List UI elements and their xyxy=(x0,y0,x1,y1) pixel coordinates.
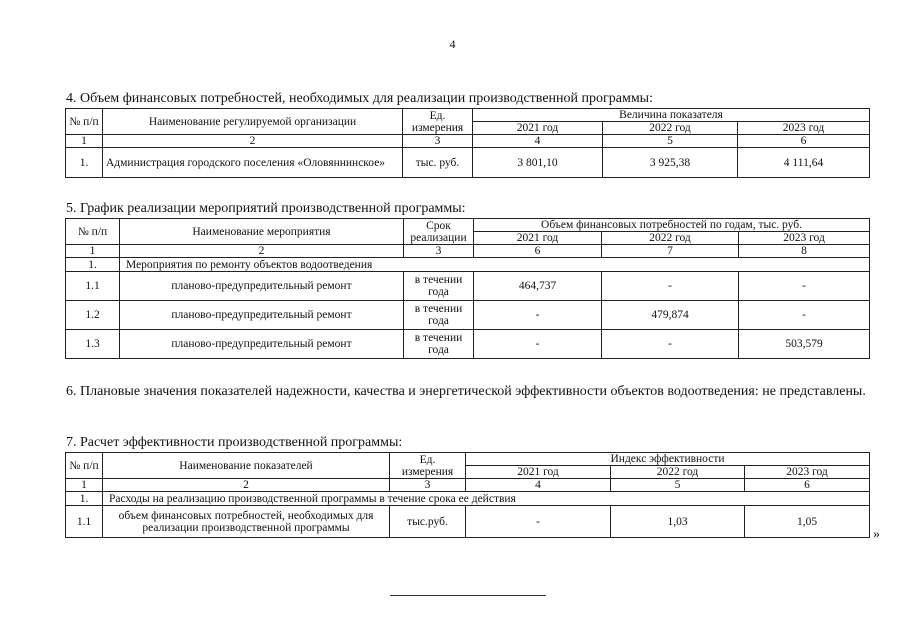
col-number: 3 xyxy=(390,479,466,492)
col-number: 8 xyxy=(739,245,870,258)
table-row xyxy=(66,148,870,178)
row-num: 1.1 xyxy=(66,506,103,538)
col-number: 6 xyxy=(745,479,870,492)
row-value: 1,05 xyxy=(745,506,870,538)
row-unit: тыс. руб. xyxy=(403,148,473,178)
row-value: 464,737 xyxy=(474,272,602,301)
col-number: 3 xyxy=(404,245,474,258)
row-value: - xyxy=(602,272,739,301)
header-name: Наименование мероприятия xyxy=(120,219,404,245)
row-value: - xyxy=(602,330,739,359)
col-number: 5 xyxy=(611,479,745,492)
header-year: 2022 год xyxy=(611,466,745,479)
schedule-table xyxy=(65,218,870,359)
row-num: 1. xyxy=(66,148,103,178)
header-term: Срок реализации xyxy=(404,219,474,245)
row-name: Администрация городского поселения «Оловяннинское» xyxy=(103,148,403,178)
row-value: - xyxy=(739,272,870,301)
header-value-group: Величина показателя xyxy=(473,109,870,122)
col-number: 6 xyxy=(474,245,602,258)
header-name: Наименование показателей xyxy=(103,453,390,479)
group-label: Мероприятия по ремонту объектов водоотведения xyxy=(120,258,870,272)
row-term: в течении года xyxy=(404,301,474,330)
row-value: 3 925,38 xyxy=(603,148,738,178)
header-year: 2021 год xyxy=(473,122,603,135)
col-number: 1 xyxy=(66,245,120,258)
table-row xyxy=(66,506,870,538)
group-row xyxy=(66,258,870,272)
col-number: 1 xyxy=(66,135,103,148)
section5-heading: 5. График реализации мероприятий производственной программы: xyxy=(66,201,466,216)
financial-needs-table xyxy=(65,108,870,178)
row-num: 1.3 xyxy=(66,330,120,359)
col-number: 4 xyxy=(466,479,611,492)
col-number: 3 xyxy=(403,135,473,148)
header-num: № п/п xyxy=(66,453,103,479)
header-year: 2023 год xyxy=(739,232,870,245)
header-year: 2021 год xyxy=(466,466,611,479)
row-value: - xyxy=(739,301,870,330)
header-value-group: Объем финансовых потребностей по годам, тыс. руб. xyxy=(474,219,870,232)
row-value: - xyxy=(474,301,602,330)
col-number: 6 xyxy=(738,135,870,148)
row-term: в течении года xyxy=(404,272,474,301)
row-value: 503,579 xyxy=(739,330,870,359)
col-number: 4 xyxy=(473,135,603,148)
header-name: Наименование регулируемой организации xyxy=(103,109,403,135)
col-number: 7 xyxy=(602,245,739,258)
row-name: планово-предупредительный ремонт xyxy=(120,330,404,359)
section4-heading: 4. Объем финансовых потребностей, необходимых для реализации производственной программы: xyxy=(66,91,653,106)
col-number: 1 xyxy=(66,479,103,492)
header-num: № п/п xyxy=(66,219,120,245)
header-unit: Ед. измерения xyxy=(403,109,473,135)
row-name: планово-предупредительный ремонт xyxy=(120,272,404,301)
row-value: 4 111,64 xyxy=(738,148,870,178)
row-name: планово-предупредительный ремонт xyxy=(120,301,404,330)
col-number: 2 xyxy=(103,135,403,148)
group-row xyxy=(66,492,870,506)
row-value: 1,03 xyxy=(611,506,745,538)
row-value: - xyxy=(474,330,602,359)
row-value: 479,874 xyxy=(602,301,739,330)
row-name: объем финансовых потребностей, необходимых для реализации производственной программы xyxy=(103,506,390,538)
header-year: 2022 год xyxy=(603,122,738,135)
row-value: 3 801,10 xyxy=(473,148,603,178)
header-year: 2021 год xyxy=(474,232,602,245)
group-label: Расходы на реализацию производственной программы в течение срока ее действия xyxy=(103,492,870,506)
header-year: 2022 год xyxy=(602,232,739,245)
closing-quote: » xyxy=(873,527,880,542)
table-row xyxy=(66,301,870,330)
row-num: 1.2 xyxy=(66,301,120,330)
table-row xyxy=(66,330,870,359)
col-number: 5 xyxy=(603,135,738,148)
row-num: 1.1 xyxy=(66,272,120,301)
section6-text: 6. Плановые значения показателей надежности, качества и энергетической эффективности объектов водоотведения: не представлены. xyxy=(66,384,866,399)
table-row xyxy=(66,272,870,301)
row-unit: тыс.руб. xyxy=(390,506,466,538)
section7-heading: 7. Расчет эффективности производственной программы: xyxy=(66,435,403,450)
header-value-group: Индекс эффективности xyxy=(466,453,870,466)
header-num: № п/п xyxy=(66,109,103,135)
header-year: 2023 год xyxy=(738,122,870,135)
col-number: 2 xyxy=(120,245,404,258)
header-year: 2023 год xyxy=(745,466,870,479)
header-unit: Ед. измерения xyxy=(390,453,466,479)
row-value: - xyxy=(466,506,611,538)
footer-rule xyxy=(390,595,546,596)
page-number: 4 xyxy=(449,37,456,51)
col-number: 2 xyxy=(103,479,390,492)
group-num: 1. xyxy=(66,492,103,506)
group-num: 1. xyxy=(66,258,120,272)
row-term: в течении года xyxy=(404,330,474,359)
efficiency-table xyxy=(65,452,870,538)
